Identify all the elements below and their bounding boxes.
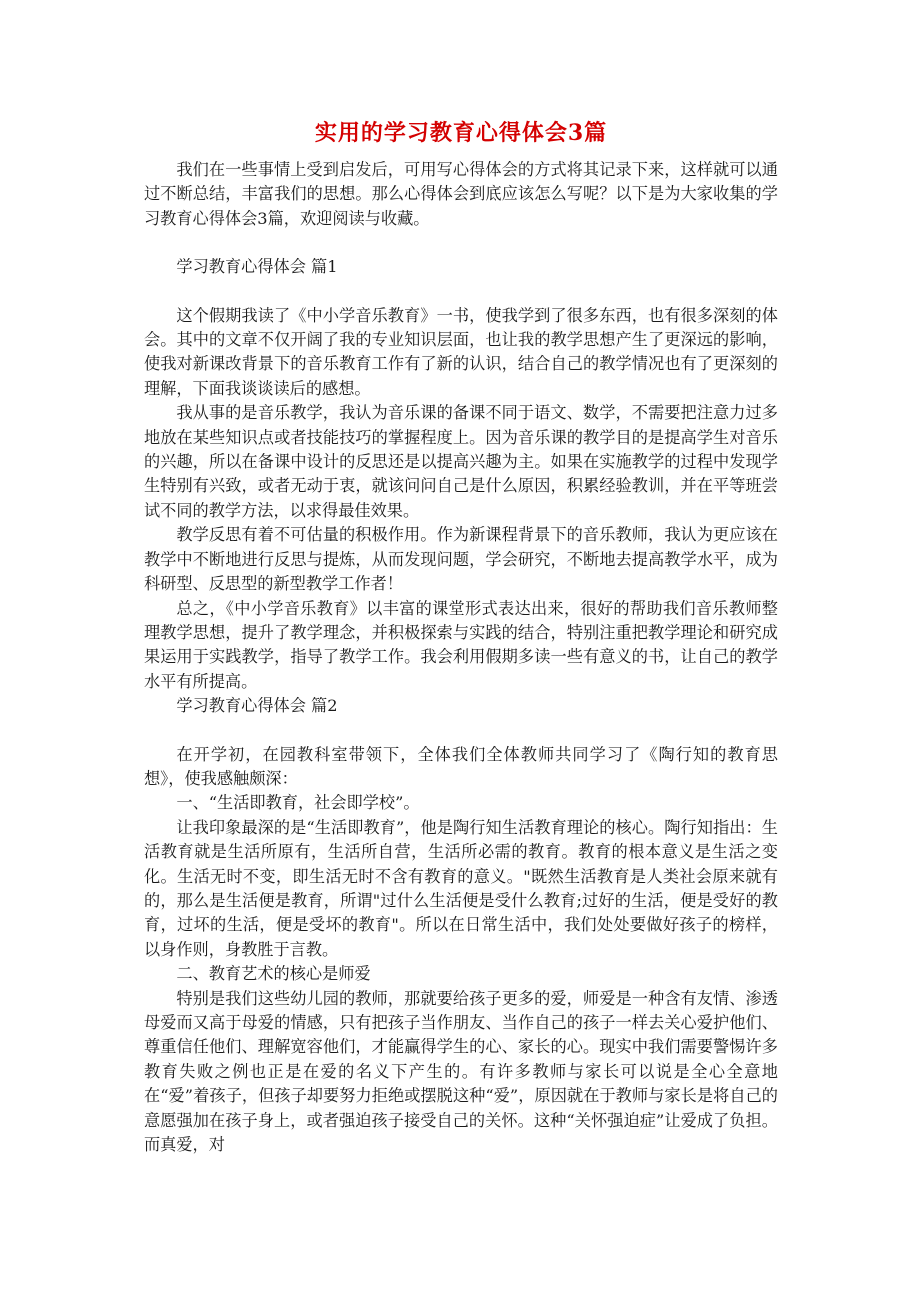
- section-2-paragraph-3: 特别是我们这些幼儿园的教师，那就要给孩子更多的爱，师爱是一种含有友情、渗透母爱而又高于母爱的情感，只有把孩子当作朋友、当作自己的孩子一样去关心爱护他们、尊重信任他们、理解宽容他们，才能赢得学生的心、家长的心。现实中我们需要警惕许多教育失败之例也正是在爱的名义下产生的。有许多教师与家长可以说是全心全意地在“爱”着孩子，但孩子却要努力拒绝或摆脱这种“爱”，原因就在于教师与家长是将自己的意愿强加在孩子身上，或者强迫孩子接受自己的关怀。这种“关怀强迫症”让爱成了负担。而真爱，对: [144, 988, 778, 1155]
- section-2-paragraph-1: 在开学初，在园教科室带领下，全体我们全体教师共同学习了《陶行知的教育思想》，使我感触颇深：: [144, 744, 778, 788]
- section-1-heading: 学习教育心得体会 篇1: [176, 257, 338, 277]
- section-2-paragraph-2: 让我印象最深的是“生活即教育”，他是陶行知生活教育理论的核心。陶行知指出：生活教育就是生活所原有，生活所自营，生活所必需的教育。教育的根本意义是生活之变化。生活无时不变，即生活无时不含有教育的意义。"既然生活教育是人类社会原来就有的，那么是生活便是教育，所谓"过什么生活便是受什么教育;过好的生活，便是受好的教育，过坏的生活，便是受坏的教育"。所以在日常生活中，我们处处要做好孩子的榜样，以身作则，身教胜于言教。: [144, 817, 778, 959]
- intro-paragraph: 我们在一些事情上受到启发后，可用写心得体会的方式将其记录下来，这样就可以通过不断总结，丰富我们的思想。那么心得体会到底应该怎么写呢？以下是为大家收集的学习教育心得体会3篇，欢迎阅读与收藏。: [144, 160, 778, 228]
- section-2-subheading-1: 一、“生活即教育，社会即学校”。: [176, 793, 420, 813]
- section-1-paragraph-3: 教学反思有着不可估量的积极作用。作为新课程背景下的音乐教师，我认为更应该在教学中不断地进行反思与提炼，从而发现问题，学会研究，不断地去提高教学水平，成为科研型、反思型的新型教学工作者！: [144, 525, 778, 594]
- document-title: 实用的学习教育心得体会3篇: [314, 120, 608, 146]
- section-2-subheading-2: 二、教育艺术的核心是师爱: [176, 964, 371, 984]
- section-1-paragraph-1: 这个假期我读了《中小学音乐教育》一书，使我学到了很多东西，也有很多深刻的体会。其中的文章不仅开阔了我的专业知识层面，也让我的教学思想产生了更深远的影响，使我对新课改背景下的音乐教育工作有了新的认识，结合自己的教学情况也有了更深刻的理解，下面我谈谈读后的感想。: [144, 305, 778, 398]
- section-1-paragraph-2: 我从事的是音乐教学，我认为音乐课的备课不同于语文、数学，不需要把注意力过多地放在某些知识点或者技能技巧的掌握程度上。因为音乐课的教学目的是提高学生对音乐的兴趣，所以在备课中设计的反思还是以提高兴趣为主。如果在实施教学的过程中发现学生特别有兴致，或者无动于衷，就该问问自己是什么原因，积累经验教训，并在平等班尝试不同的教学方法，以求得最佳效果。: [144, 403, 778, 520]
- document-page: [144, 118, 778, 1157]
- section-2-heading: 学习教育心得体会 篇2: [176, 696, 338, 716]
- section-1-paragraph-4: 总之，《中小学音乐教育》以丰富的课堂形式表达出来，很好的帮助我们音乐教师整理教学思想，提升了教学理念，并积极探索与实践的结合，特别注重把教学理论和研究成果运用于实践教学，指导了教学工作。我会利用假期多读一些有意义的书，让自己的教学水平有所提高。: [144, 598, 778, 691]
